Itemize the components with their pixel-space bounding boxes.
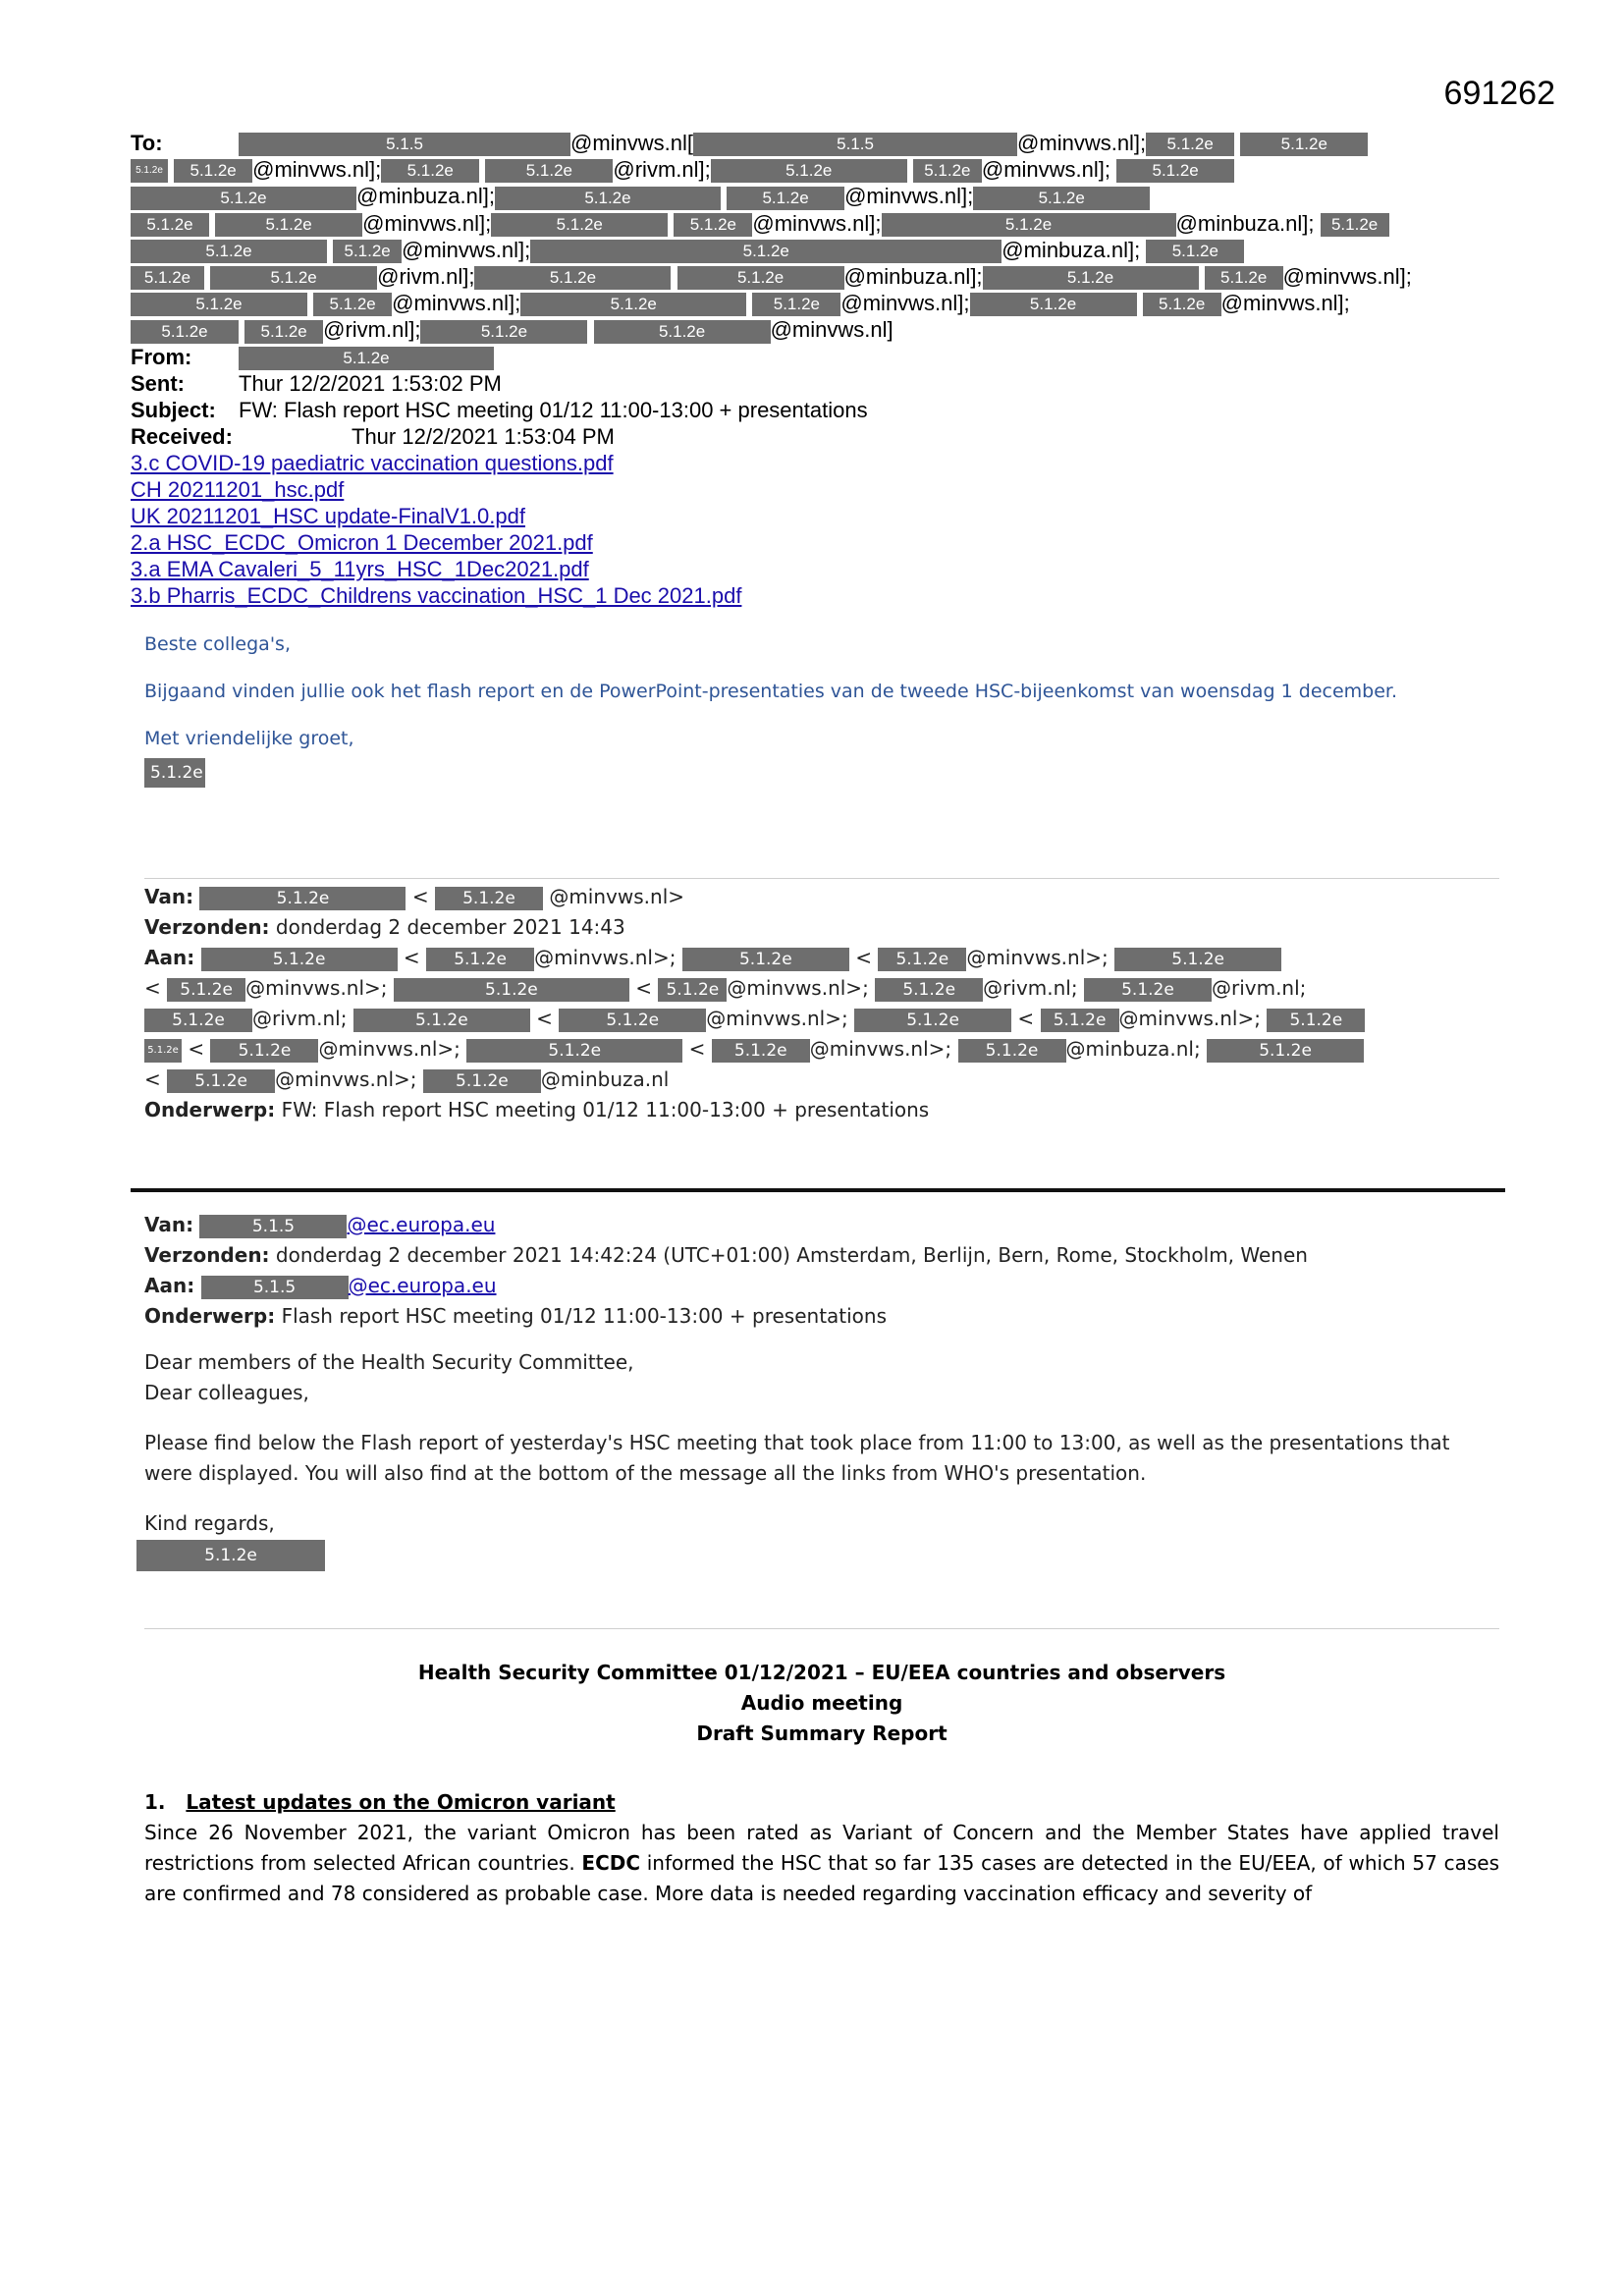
from-label: From: xyxy=(131,344,192,369)
redaction: 5.1.2e xyxy=(131,320,239,344)
redaction: 5.1.2e xyxy=(144,1009,252,1032)
redaction: 5.1.2e xyxy=(495,187,721,210)
redaction: 5.1.2e xyxy=(674,213,752,237)
forward-header-1: Van: 5.1.2e < 5.1.2e @minvws.nl> Verzonden: donderdag 2 december 2021 14:43 Aan: 5.1.2e < 5.1.2e @minvws.nl>; 5.1.2e < 5.1.2e @minvws.nl>; 5.1.2e < 5.1.2e @minvws.nl>; 5.1.2e < 5.1.2e @minvws.nl>; 5.1.2e @rivm.nl; 5.1.2e @rivm.nl; 5.1.2e @rivm.nl; 5.1.2e < 5.1.2e @minvws.nl>; 5.1.2e < 5.1.2e @minvws.nl>; 5.1.2e 5.1.2e < 5.1.2e @minvws.nl>; 5.1.2e < 5.1.2e @minvws.nl>; 5.1.2e @minbuza.nl; 5.1.2e < 5.1.2e @minvws.nl>; 5.1.2e @minbuza.nl Onderwerp: FW: Flash report HSC meeting 01/12 11:00-13:00 + presentations xyxy=(144,882,1499,1125)
email-domain: @minvws.nl>; xyxy=(318,1037,460,1061)
divider xyxy=(131,1188,1505,1192)
redaction: 5.1.2e xyxy=(973,187,1150,210)
email-domain: @minvws.nl]; xyxy=(392,291,521,316)
redaction: 5.1.2e xyxy=(958,1039,1066,1063)
redaction: 5.1.2e xyxy=(215,213,362,237)
email-domain: @minvws.nl>; xyxy=(245,976,388,1000)
redaction: 5.1.2e xyxy=(131,213,209,237)
redaction: 5.1.2e xyxy=(530,240,1001,263)
redaction: 5.1.2e xyxy=(167,978,245,1002)
redaction: 5.1.2e xyxy=(913,159,982,183)
report-subtitle: Draft Summary Report xyxy=(696,1722,947,1745)
to-line-7 xyxy=(131,290,1505,316)
redaction: 5.1.2e xyxy=(854,1009,1011,1032)
redaction: 5.1.2e xyxy=(559,1009,706,1032)
redaction: 5.1.2e xyxy=(1143,293,1221,316)
closing: Met vriendelijke groet, xyxy=(144,728,354,749)
document-id: 691262 xyxy=(1443,75,1555,112)
redaction: 5.1.5 xyxy=(239,133,570,156)
redaction: 5.1.2e xyxy=(131,293,307,316)
email-domain: @rivm.nl]; xyxy=(377,263,475,289)
email-domain: @rivm.nl]; xyxy=(613,157,711,183)
redaction: 5.1.2e xyxy=(1146,133,1234,156)
redaction: 5.1.2e xyxy=(970,293,1137,316)
email-domain: @rivm.nl; xyxy=(983,976,1078,1000)
to-label: To: xyxy=(131,131,163,155)
redaction: 5.1.2e xyxy=(711,159,907,183)
email-domain: @minvws.nl>; xyxy=(706,1007,848,1030)
redaction: 5.1.2e xyxy=(201,948,398,971)
redaction: 5.1.2e xyxy=(474,266,671,290)
redaction: 5.1.2e xyxy=(239,347,494,370)
redaction: 5.1.2e xyxy=(878,948,966,971)
redaction: 5.1.5 xyxy=(199,1215,347,1238)
redaction: 5.1.2e xyxy=(875,978,983,1002)
redaction: 5.1.2e xyxy=(1205,266,1283,290)
verzonden-value: donderdag 2 december 2021 14:43 xyxy=(275,915,625,939)
email-domain: @rivm.nl; xyxy=(252,1007,348,1030)
email-domain: @minvws.nl[ xyxy=(570,131,694,155)
email-domain: @minvws.nl]; xyxy=(362,210,492,236)
email-link[interactable]: @ec.europa.eu xyxy=(347,1213,496,1236)
redaction: 5.1.2e xyxy=(131,240,327,263)
email-domain: @minvws.nl]; xyxy=(752,210,882,236)
attachment-link[interactable]: UK 20211201_HSC update-FinalV1.0.pdf xyxy=(131,504,525,528)
onderwerp-label: Onderwerp: xyxy=(144,1098,276,1121)
redaction: 5.1.2e xyxy=(677,266,844,290)
received-label: Received: xyxy=(131,423,233,449)
redaction: 5.1.5 xyxy=(201,1276,349,1299)
email-domain: @minvws.nl]; xyxy=(402,237,531,262)
to-line-3 xyxy=(131,183,1505,209)
body-text: Please find below the Flash report of yesterday's HSC meeting that took place from 11:00 to 13:00, as well as the presentations that were displayed. You will also find at the bottom of the message all the links from WHO's presentation. xyxy=(144,1431,1450,1485)
greeting: Dear colleagues, xyxy=(144,1381,309,1404)
redaction: 5.1.2e xyxy=(658,978,727,1002)
verzonden-label: Verzonden: xyxy=(144,915,270,939)
section-paragraph xyxy=(144,1818,1499,1909)
email-domain: @minvws.nl>; xyxy=(534,946,677,969)
verzonden-value: donderdag 2 december 2021 14:42:24 (UTC+01:00) Amsterdam, Berlijn, Bern, Rome, Stockholm, Wenen xyxy=(275,1243,1308,1267)
email-domain: @minvws.nl]; xyxy=(1282,263,1412,289)
redaction: 5.1.2e xyxy=(435,887,543,910)
sent-label: Sent: xyxy=(131,370,185,396)
divider xyxy=(144,1628,1499,1629)
redaction: 5.1.2e xyxy=(174,159,252,183)
redaction: 5.1.2e xyxy=(1146,240,1244,263)
email-domain: @minvws.nl]; xyxy=(1220,291,1350,316)
redaction: 5.1.2e xyxy=(131,187,356,210)
email-domain: @minbuza.nl xyxy=(540,1067,670,1091)
from-line xyxy=(131,344,1505,370)
onderwerp-value: FW: Flash report HSC meeting 01/12 11:00-13:00 + presentations xyxy=(281,1098,930,1121)
redaction: 5.1.2e xyxy=(1240,133,1368,156)
attachment-link[interactable]: CH 20211201_hsc.pdf xyxy=(131,477,345,502)
email-domain: @minbuza.nl; xyxy=(1065,1037,1201,1061)
divider xyxy=(144,878,1499,879)
redaction: 5.1.2e xyxy=(167,1069,275,1093)
email-body-nl xyxy=(144,629,1499,803)
email-domain: @rivm.nl]; xyxy=(323,317,421,343)
redaction: 5.1.2e xyxy=(426,948,534,971)
email-link[interactable]: @ec.europa.eu xyxy=(348,1274,497,1297)
email-domain: @minvws.nl>; xyxy=(275,1067,417,1091)
email-domain: @minvws.nl>; xyxy=(966,946,1109,969)
redaction: 5.1.2e xyxy=(594,320,771,344)
redaction: 5.1.2e xyxy=(1084,978,1212,1002)
email-domain: @minvws.nl>; xyxy=(809,1037,952,1061)
paragraph-text: informed the HSC that so far 135 cases are detected in the EU/EEA, of which 57 cases are confirmed and 78 considered as probable case. More data is needed regarding vaccination efficacy and severity of xyxy=(144,1851,1499,1905)
redaction: 5.1.5 xyxy=(693,133,1017,156)
email-domain: @minbuza.nl]; xyxy=(1001,237,1141,262)
redaction: 5.1.2e xyxy=(144,1039,182,1063)
redaction: 5.1.2e xyxy=(752,293,840,316)
email-domain: @minvws.nl]; xyxy=(840,291,970,316)
redaction: 5.1.2e xyxy=(210,1039,318,1063)
redaction: 5.1.2e xyxy=(485,159,613,183)
section-heading xyxy=(144,1787,1499,1818)
email-domain: @rivm.nl; xyxy=(1211,976,1307,1000)
subject-label: Subject: xyxy=(131,397,216,422)
to-line-4 xyxy=(131,210,1505,237)
email-header xyxy=(131,130,1505,450)
received-value: Thur 12/2/2021 1:53:04 PM xyxy=(352,423,615,449)
redaction: 5.1.2e xyxy=(420,320,587,344)
redaction: 5.1.2e xyxy=(423,1069,541,1093)
subject-value: FW: Flash report HSC meeting 01/12 11:00-13:00 + presentations xyxy=(239,397,868,422)
redaction: 5.1.2e xyxy=(727,187,844,210)
body-text: Bijgaand vinden jullie ook het flash report en de PowerPoint-presentaties van de tweede HSC-bijeenkomst van woensdag 1 december. xyxy=(144,681,1398,702)
email-domain: @minbuza.nl]; xyxy=(356,184,495,209)
redaction: 5.1.2e xyxy=(1116,159,1234,183)
email-domain: @minvws.nl>; xyxy=(1118,1007,1261,1030)
attachment-link[interactable]: 3.a EMA Cavaleri_5_11yrs_HSC_1Dec2021.pdf xyxy=(131,557,589,581)
report-section-1 xyxy=(144,1787,1499,1909)
redaction: 5.1.2e xyxy=(394,978,629,1002)
email-domain: @minbuza.nl]; xyxy=(1175,210,1315,236)
redaction: 5.1.2e xyxy=(520,293,746,316)
greeting: Beste collega's, xyxy=(144,633,291,655)
to-line-1 xyxy=(131,130,1505,156)
redaction: 5.1.2e xyxy=(1114,948,1281,971)
aan-label: Aan: xyxy=(144,946,195,969)
redaction: 5.1.2e xyxy=(1041,1009,1119,1032)
report-title-line: Health Security Committee 01/12/2021 – EU/EEA countries and observers xyxy=(417,1661,1226,1684)
verzonden-label: Verzonden: xyxy=(144,1243,270,1267)
redaction: 5.1.2e xyxy=(1207,1039,1364,1063)
attachment-link[interactable]: 3.b Pharris_ECDC_Childrens vaccination_HSC_1 Dec 2021.pdf xyxy=(131,583,742,608)
email-domain: @minvws.nl]; xyxy=(1017,131,1147,155)
subject-line xyxy=(131,397,1505,423)
redaction: 5.1.2e xyxy=(381,159,479,183)
received-line xyxy=(131,423,1505,450)
redaction: 5.1.2e xyxy=(1321,213,1389,237)
redaction: 5.1.2e xyxy=(131,266,204,290)
email-domain: @minbuza.nl]; xyxy=(843,263,983,289)
redaction: 5.1.2e xyxy=(1267,1009,1365,1032)
redaction: 5.1.2e xyxy=(882,213,1176,237)
attachment-list xyxy=(131,450,741,609)
signature-redaction: 5.1.2e xyxy=(136,1540,325,1571)
attachment-link[interactable]: 2.a HSC_ECDC_Omicron 1 December 2021.pdf xyxy=(131,530,593,555)
to-line-6 xyxy=(131,263,1505,290)
redaction: 5.1.2e xyxy=(491,213,668,237)
email-domain: @minvws.nl]; xyxy=(981,157,1110,183)
greeting: Dear members of the Health Security Committee, xyxy=(144,1350,634,1374)
redaction: 5.1.2e xyxy=(466,1039,682,1063)
van-label: Van: xyxy=(144,885,194,908)
aan-label: Aan: xyxy=(144,1274,195,1297)
redaction: 5.1.2e xyxy=(210,266,377,290)
van-label: Van: xyxy=(144,1213,194,1236)
sent-value: Thur 12/2/2021 1:53:02 PM xyxy=(239,370,502,396)
section-number: 1. xyxy=(144,1790,166,1814)
to-line-2 xyxy=(131,156,1505,183)
section-title: Latest updates on the Omicron variant xyxy=(186,1790,616,1814)
forward-header-2 xyxy=(144,1210,1499,1571)
redaction: 5.1.2e xyxy=(244,320,323,344)
sent-line xyxy=(131,370,1505,397)
redaction: 5.1.2e xyxy=(333,240,402,263)
report-title xyxy=(144,1658,1499,1749)
to-line-5 xyxy=(131,237,1505,263)
redaction: 5.1.2e xyxy=(983,266,1199,290)
email-domain: @minvws.nl]; xyxy=(252,157,382,183)
paragraph-text: Since 26 November 2021, the variant Omicron has been rated as Variant of Concern and the Member States have applied travel restrictions from selected African countries. xyxy=(144,1821,1499,1875)
report-subtitle: Audio meeting xyxy=(740,1691,903,1715)
to-line-8 xyxy=(131,316,1505,343)
signature-redaction: 5.1.2e xyxy=(144,758,205,788)
paragraph-bold: ECDC xyxy=(581,1851,641,1875)
van-domain: @minvws.nl> xyxy=(549,885,685,908)
email-domain: @minvws.nl]; xyxy=(844,184,974,209)
closing: Kind regards, xyxy=(144,1511,275,1535)
onderwerp-value: Flash report HSC meeting 01/12 11:00-13:00 + presentations xyxy=(281,1304,888,1328)
redaction: 5.1.2e xyxy=(313,293,392,316)
redaction: 5.1.2e xyxy=(712,1039,810,1063)
attachment-link[interactable]: 3.c COVID-19 paediatric vaccination questions.pdf xyxy=(131,451,614,475)
email-domain: @minvws.nl>; xyxy=(727,976,869,1000)
email-domain: @minvws.nl] xyxy=(770,317,893,343)
redaction: 5.1.2e xyxy=(353,1009,530,1032)
redaction: 5.1.2e xyxy=(682,948,849,971)
redaction: 5.1.2e xyxy=(199,887,406,910)
onderwerp-label: Onderwerp: xyxy=(144,1304,276,1328)
redaction: 5.1.2e xyxy=(131,159,168,183)
